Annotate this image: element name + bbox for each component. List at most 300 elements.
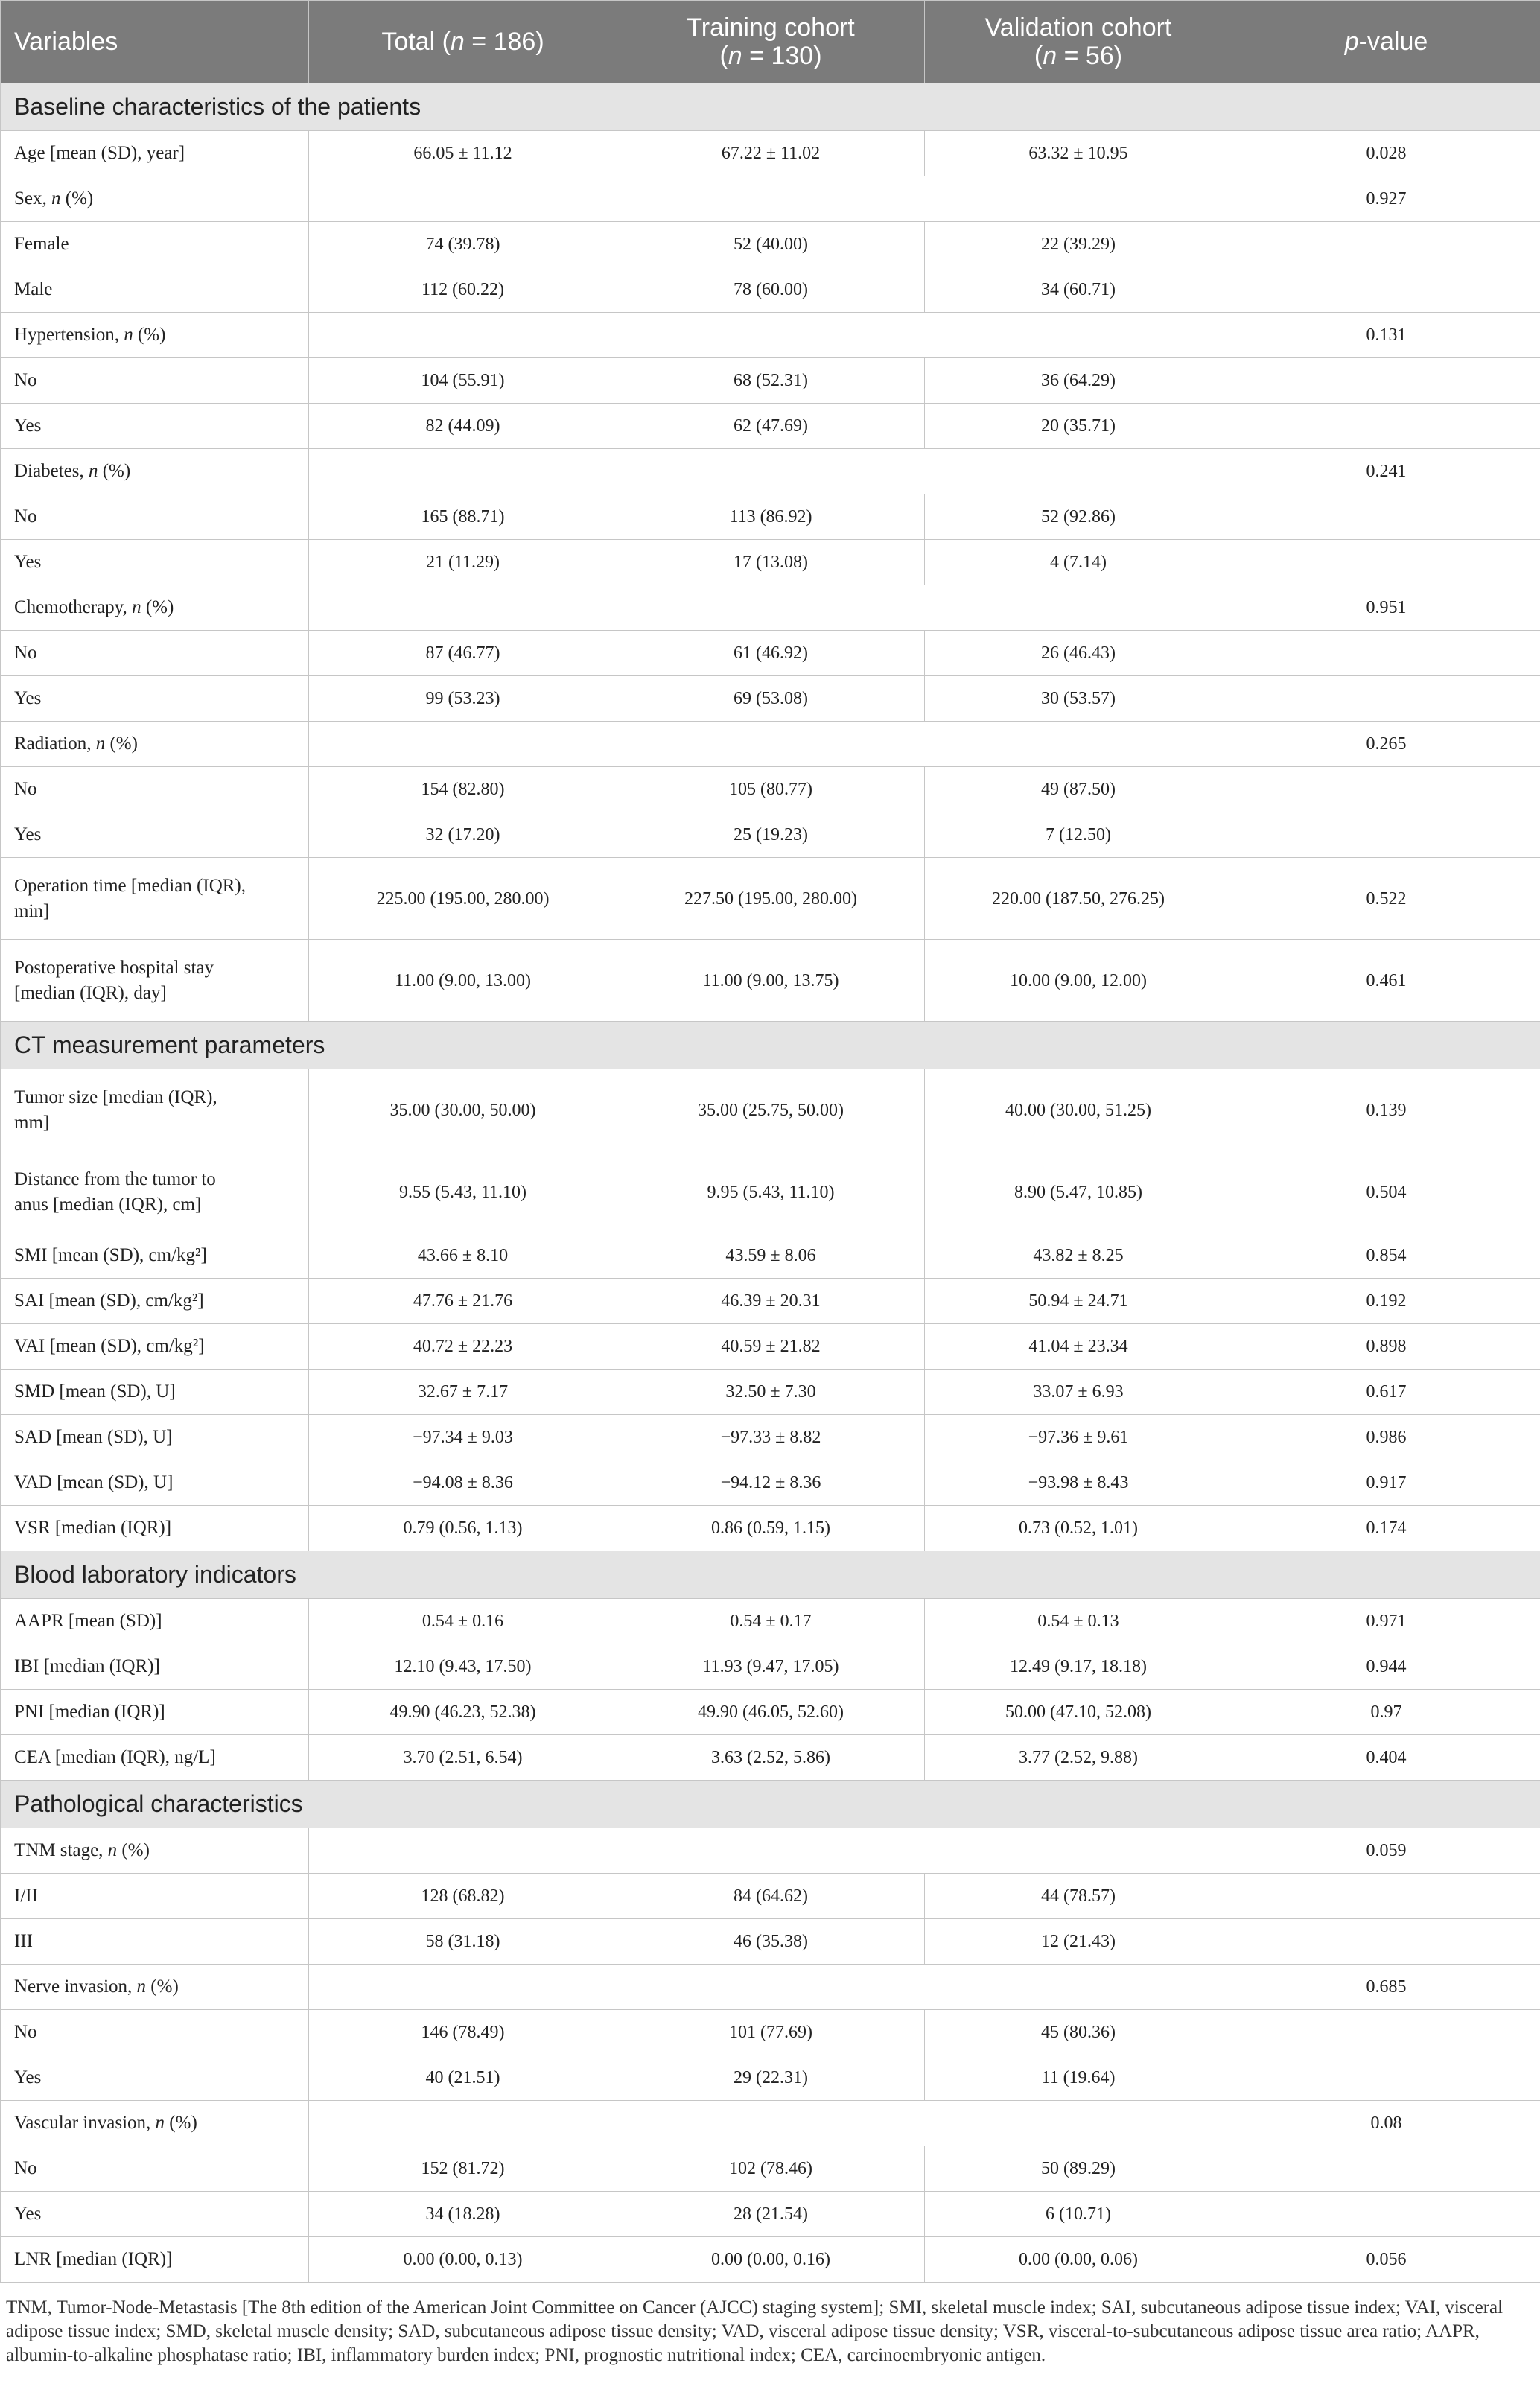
cell-validation: 40.00 (30.00, 51.25) (925, 1069, 1232, 1151)
row-label (1, 449, 309, 494)
cell-total: 49.90 (46.23, 52.38) (309, 1690, 617, 1735)
row-label-text: Sex, (14, 188, 51, 209)
row-label-line2: mm] (14, 1112, 50, 1133)
group-spacer (309, 449, 1232, 494)
cell-validation: 41.04 ± 23.34 (925, 1324, 1232, 1370)
cell-validation: 3.77 (2.52, 9.88) (925, 1735, 1232, 1781)
header-training-post: = 130) (742, 42, 822, 70)
row-label-line1: Postoperative hospital stay (14, 957, 214, 978)
cell-training: 101 (77.69) (617, 2010, 925, 2055)
cell-training: −97.33 ± 8.82 (617, 1415, 925, 1460)
row-label-suffix: (%) (60, 188, 94, 209)
cell-p-value: 0.854 (1232, 1233, 1540, 1279)
row-label (1, 358, 309, 404)
cell-p-value: 0.986 (1232, 1415, 1540, 1460)
header-p-value (1232, 1, 1540, 83)
table-row (1, 1506, 1540, 1551)
cell-training: 11.00 (9.00, 13.75) (617, 940, 925, 1022)
cell-p-value: 0.951 (1232, 585, 1540, 631)
cell-total: 128 (68.82) (309, 1874, 617, 1919)
cell-p-value: 0.685 (1232, 1965, 1540, 2010)
table-row (1, 1735, 1540, 1781)
header-training-pre: ( (719, 42, 728, 70)
cell-training: 25 (19.23) (617, 812, 925, 858)
cell-validation: 8.90 (5.47, 10.85) (925, 1151, 1232, 1233)
row-label-text: Yes (14, 416, 42, 436)
row-label-text: No (14, 2022, 37, 2042)
row-label-text: Male (14, 279, 53, 299)
cell-total: 0.54 ± 0.16 (309, 1599, 617, 1644)
row-label-line1: Tumor size [median (IQR), (14, 1087, 217, 1107)
row-label (1, 1506, 309, 1551)
row-label-text: Yes (14, 824, 42, 845)
cell-training: 0.00 (0.00, 0.16) (617, 2237, 925, 2283)
row-label (1, 1919, 309, 1965)
cell-training: 46 (35.38) (617, 1919, 925, 1965)
cell-training: 84 (64.62) (617, 1874, 925, 1919)
row-label (1, 2010, 309, 2055)
cell-p-value (1232, 2146, 1540, 2192)
row-label (1, 1370, 309, 1415)
cell-validation: 0.00 (0.00, 0.06) (925, 2237, 1232, 2283)
row-label (1, 494, 309, 540)
table-row (1, 812, 1540, 858)
cell-validation: 52 (92.86) (925, 494, 1232, 540)
cell-validation: −97.36 ± 9.61 (925, 1415, 1232, 1460)
row-label-suffix: (%) (105, 734, 138, 754)
cell-total: 9.55 (5.43, 11.10) (309, 1151, 617, 1233)
cell-validation: 50 (89.29) (925, 2146, 1232, 2192)
table-header (1, 1, 1540, 83)
table-row (1, 540, 1540, 585)
cell-p-value: 0.927 (1232, 176, 1540, 222)
table-row (1, 358, 1540, 404)
cell-validation: 44 (78.57) (925, 1874, 1232, 1919)
cell-p-value (1232, 358, 1540, 404)
cell-validation: 26 (46.43) (925, 631, 1232, 676)
cell-p-value: 0.241 (1232, 449, 1540, 494)
row-label (1, 1735, 309, 1781)
row-label-italic: n (95, 734, 106, 754)
cell-p-value (1232, 2010, 1540, 2055)
row-label-text: CEA [median (IQR), ng/L] (14, 1747, 216, 1767)
row-label-italic: n (107, 1840, 118, 1860)
cell-total: 152 (81.72) (309, 2146, 617, 2192)
cell-p-value: 0.056 (1232, 2237, 1540, 2283)
row-label-italic: n (51, 188, 61, 209)
row-label-text: No (14, 2158, 37, 2178)
table-row (1, 767, 1540, 812)
cell-training: 35.00 (25.75, 50.00) (617, 1069, 925, 1151)
cell-p-value (1232, 631, 1540, 676)
cell-p-value (1232, 1919, 1540, 1965)
row-label (1, 267, 309, 313)
cell-total: 32.67 ± 7.17 (309, 1370, 617, 1415)
row-label (1, 1460, 309, 1506)
row-label (1, 131, 309, 176)
cell-training: 9.95 (5.43, 11.10) (617, 1151, 925, 1233)
cell-training: 3.63 (2.52, 5.86) (617, 1735, 925, 1781)
row-label (1, 222, 309, 267)
cell-validation: 12 (21.43) (925, 1919, 1232, 1965)
cell-validation: 43.82 ± 8.25 (925, 1233, 1232, 1279)
table-row (1, 1828, 1540, 1874)
header-total-pre: Total ( (381, 28, 451, 56)
row-label-line2: min] (14, 900, 50, 921)
cell-total: 154 (82.80) (309, 767, 617, 812)
cell-p-value: 0.617 (1232, 1370, 1540, 1415)
table-row (1, 2101, 1540, 2146)
table-row (1, 2192, 1540, 2237)
row-label-italic: n (88, 461, 98, 481)
row-label-text: PNI [median (IQR)] (14, 1702, 165, 1722)
table-row (1, 631, 1540, 676)
cell-total: −94.08 ± 8.36 (309, 1460, 617, 1506)
cell-p-value: 0.461 (1232, 940, 1540, 1022)
section-title: Baseline characteristics of the patients (1, 83, 1540, 131)
table-row (1, 722, 1540, 767)
row-label-text: Female (14, 234, 69, 254)
table-row (1, 313, 1540, 358)
cell-total: 3.70 (2.51, 6.54) (309, 1735, 617, 1781)
header-variables (1, 1, 309, 83)
row-label-text: Vascular invasion, (14, 2113, 156, 2133)
cell-training: 17 (13.08) (617, 540, 925, 585)
table-row (1, 404, 1540, 449)
cell-training: 105 (80.77) (617, 767, 925, 812)
table-footnote: TNM, Tumor-Node-Metastasis [The 8th edition of the American Joint Committee on Cancer (AJCC) staging system]; SMI, skeletal muscle index; SAI, subcutaneous adipose tissue index; VAI, visceral adipose tissue index; SMD, skeletal muscle density; SAD, subcutaneous adipose tissue density; VAD, visceral adipose tissue density; VSR, visceral-to-subcutaneous adipose tissue area ratio; AAPR, albumin-to-alkaline phosphatase ratio; IBI, inflammatory burden index; PNI, prognostic nutritional index; CEA, carcinoembryonic antigen. (6, 2297, 1504, 2365)
table-row (1, 267, 1540, 313)
cell-total: 32 (17.20) (309, 812, 617, 858)
group-spacer (309, 313, 1232, 358)
table-row (1, 1644, 1540, 1690)
table-row (1, 2146, 1540, 2192)
row-label (1, 585, 309, 631)
row-label-text: I/II (14, 1886, 38, 1906)
group-spacer (309, 585, 1232, 631)
row-label-text: Hypertension, (14, 325, 124, 345)
row-label (1, 1965, 309, 2010)
row-label (1, 2192, 309, 2237)
table-row (1, 2055, 1540, 2101)
cell-total: 146 (78.49) (309, 2010, 617, 2055)
header-training-n: n (728, 42, 742, 70)
group-spacer (309, 722, 1232, 767)
row-label (1, 676, 309, 722)
row-label-italic: n (124, 325, 133, 345)
row-label (1, 1690, 309, 1735)
table-row (1, 1599, 1540, 1644)
cell-total: 21 (11.29) (309, 540, 617, 585)
row-label (1, 2101, 309, 2146)
row-label-suffix: (%) (141, 597, 174, 617)
cell-total: 40.72 ± 22.23 (309, 1324, 617, 1370)
header-training (617, 1, 925, 83)
cell-validation: 63.32 ± 10.95 (925, 131, 1232, 176)
row-label-text: VAI [mean (SD), cm/kg²] (14, 1336, 205, 1356)
row-label-text: Yes (14, 2204, 42, 2224)
row-label-line2: [median (IQR), day] (14, 982, 167, 1003)
cell-validation: 50.94 ± 24.71 (925, 1279, 1232, 1324)
row-label-text: Yes (14, 2067, 42, 2087)
header-total-n: n (450, 28, 465, 56)
table-row (1, 131, 1540, 176)
cell-validation: 36 (64.29) (925, 358, 1232, 404)
row-label-suffix: (%) (117, 1840, 150, 1860)
section-row (1, 83, 1540, 131)
row-label-text: SAI [mean (SD), cm/kg²] (14, 1291, 204, 1311)
table-row (1, 1151, 1540, 1233)
cell-total: 0.79 (0.56, 1.13) (309, 1506, 617, 1551)
cell-p-value (1232, 812, 1540, 858)
table-row (1, 676, 1540, 722)
row-label (1, 940, 309, 1022)
row-label (1, 1279, 309, 1324)
row-label-italic: n (132, 597, 141, 617)
cell-p-value (1232, 1874, 1540, 1919)
cell-validation: 33.07 ± 6.93 (925, 1370, 1232, 1415)
table-row (1, 1690, 1540, 1735)
row-label-text: Chemotherapy, (14, 597, 133, 617)
row-label-text: SMD [mean (SD), U] (14, 1381, 176, 1402)
row-label-suffix: (%) (146, 1976, 179, 1997)
cell-p-value (1232, 2192, 1540, 2237)
group-spacer (309, 2101, 1232, 2146)
row-label (1, 313, 309, 358)
cell-validation: 7 (12.50) (925, 812, 1232, 858)
cell-p-value: 0.971 (1232, 1599, 1540, 1644)
cell-validation: 11 (19.64) (925, 2055, 1232, 2101)
cell-training: 0.54 ± 0.17 (617, 1599, 925, 1644)
section-title: Blood laboratory indicators (1, 1551, 1540, 1599)
cell-validation: 22 (39.29) (925, 222, 1232, 267)
cell-training: 52 (40.00) (617, 222, 925, 267)
table-row (1, 1460, 1540, 1506)
cell-training: 43.59 ± 8.06 (617, 1233, 925, 1279)
cell-training: 32.50 ± 7.30 (617, 1370, 925, 1415)
table-row (1, 1324, 1540, 1370)
cell-total: 58 (31.18) (309, 1919, 617, 1965)
row-label (1, 1599, 309, 1644)
row-label-italic: n (155, 2113, 165, 2133)
cell-p-value: 0.059 (1232, 1828, 1540, 1874)
row-label-text: No (14, 779, 37, 799)
header-total-post: = 186) (464, 28, 544, 56)
cell-total: 34 (18.28) (309, 2192, 617, 2237)
row-label-text: LNR [median (IQR)] (14, 2249, 173, 2269)
table-row (1, 222, 1540, 267)
row-label-text: Radiation, (14, 734, 96, 754)
row-label-text: No (14, 370, 37, 390)
header-variables-text: Variables (14, 28, 118, 56)
row-label-text: Age [mean (SD), year] (14, 143, 185, 163)
table-row (1, 1919, 1540, 1965)
row-label-text: SAD [mean (SD), U] (14, 1427, 173, 1447)
row-label-suffix: (%) (133, 325, 166, 345)
row-label-line2: anus [median (IQR), cm] (14, 1194, 202, 1215)
header-p-italic: p (1344, 28, 1359, 56)
cell-training: 113 (86.92) (617, 494, 925, 540)
table-row (1, 940, 1540, 1022)
row-label-text: Diabetes, (14, 461, 89, 481)
cell-p-value: 0.898 (1232, 1324, 1540, 1370)
cell-p-value: 0.192 (1232, 1279, 1540, 1324)
cell-validation: 45 (80.36) (925, 2010, 1232, 2055)
row-label-text: TNM stage, (14, 1840, 108, 1860)
header-total (309, 1, 617, 83)
row-label (1, 812, 309, 858)
row-label-text: No (14, 506, 37, 527)
cell-validation: 10.00 (9.00, 12.00) (925, 940, 1232, 1022)
row-label (1, 540, 309, 585)
cell-training: 68 (52.31) (617, 358, 925, 404)
row-label (1, 1415, 309, 1460)
table-row (1, 858, 1540, 940)
cell-validation: 20 (35.71) (925, 404, 1232, 449)
cell-p-value: 0.522 (1232, 858, 1540, 940)
table-row (1, 1279, 1540, 1324)
row-label (1, 176, 309, 222)
row-label (1, 1828, 309, 1874)
table-row (1, 1965, 1540, 2010)
table-row (1, 2237, 1540, 2283)
cell-total: 225.00 (195.00, 280.00) (309, 858, 617, 940)
cell-training: 49.90 (46.05, 52.60) (617, 1690, 925, 1735)
table-body (1, 83, 1540, 2283)
cell-training: 67.22 ± 11.02 (617, 131, 925, 176)
row-label-suffix: (%) (98, 461, 131, 481)
cell-p-value: 0.404 (1232, 1735, 1540, 1781)
row-label-italic: n (136, 1976, 147, 1997)
cell-total: 40 (21.51) (309, 2055, 617, 2101)
cell-training: 62 (47.69) (617, 404, 925, 449)
cell-p-value: 0.139 (1232, 1069, 1540, 1151)
cell-total: 66.05 ± 11.12 (309, 131, 617, 176)
table-row (1, 176, 1540, 222)
section-title: CT measurement parameters (1, 1022, 1540, 1069)
cell-p-value (1232, 494, 1540, 540)
cell-p-value (1232, 767, 1540, 812)
cell-total: 82 (44.09) (309, 404, 617, 449)
group-spacer (309, 176, 1232, 222)
table-row (1, 585, 1540, 631)
cell-p-value: 0.917 (1232, 1460, 1540, 1506)
section-row (1, 1551, 1540, 1599)
row-label (1, 1069, 309, 1151)
row-label (1, 767, 309, 812)
row-label-suffix: (%) (165, 2113, 197, 2133)
cell-p-value (1232, 222, 1540, 267)
group-spacer (309, 1965, 1232, 2010)
cell-training: 29 (22.31) (617, 2055, 925, 2101)
row-label-text: Yes (14, 688, 42, 708)
cell-training: 40.59 ± 21.82 (617, 1324, 925, 1370)
cell-p-value: 0.08 (1232, 2101, 1540, 2146)
cell-total: 87 (46.77) (309, 631, 617, 676)
row-label (1, 1324, 309, 1370)
cell-validation: 50.00 (47.10, 52.08) (925, 1690, 1232, 1735)
cell-p-value: 0.944 (1232, 1644, 1540, 1690)
header-validation-line1: Validation cohort (984, 13, 1172, 42)
cell-p-value (1232, 540, 1540, 585)
table-row (1, 1233, 1540, 1279)
cell-p-value: 0.028 (1232, 131, 1540, 176)
cell-validation: 4 (7.14) (925, 540, 1232, 585)
cell-p-value: 0.504 (1232, 1151, 1540, 1233)
cell-total: 165 (88.71) (309, 494, 617, 540)
header-p-post: -value (1358, 28, 1428, 56)
cell-training: 102 (78.46) (617, 2146, 925, 2192)
cell-total: 0.00 (0.00, 0.13) (309, 2237, 617, 2283)
table-row (1, 1415, 1540, 1460)
cell-p-value (1232, 267, 1540, 313)
cell-total: 112 (60.22) (309, 267, 617, 313)
row-label-text: VAD [mean (SD), U] (14, 1472, 174, 1492)
row-label-text: IBI [median (IQR)] (14, 1656, 160, 1676)
header-validation (925, 1, 1232, 83)
table-row (1, 449, 1540, 494)
table-row (1, 494, 1540, 540)
section-row (1, 1022, 1540, 1069)
cell-p-value (1232, 676, 1540, 722)
cell-training: 11.93 (9.47, 17.05) (617, 1644, 925, 1690)
cell-total: 47.76 ± 21.76 (309, 1279, 617, 1324)
row-label-line1: Operation time [median (IQR), (14, 875, 246, 896)
section-row (1, 1781, 1540, 1828)
cell-p-value: 0.97 (1232, 1690, 1540, 1735)
cell-total: −97.34 ± 9.03 (309, 1415, 617, 1460)
group-spacer (309, 1828, 1232, 1874)
row-label (1, 722, 309, 767)
cell-training: 227.50 (195.00, 280.00) (617, 858, 925, 940)
cell-validation: 30 (53.57) (925, 676, 1232, 722)
row-label-text: AAPR [mean (SD)] (14, 1611, 162, 1631)
row-label-line1: Distance from the tumor to (14, 1168, 216, 1189)
cell-training: 78 (60.00) (617, 267, 925, 313)
table-row (1, 1874, 1540, 1919)
row-label (1, 2237, 309, 2283)
row-label (1, 1233, 309, 1279)
cell-validation: 49 (87.50) (925, 767, 1232, 812)
cell-total: 43.66 ± 8.10 (309, 1233, 617, 1279)
cell-p-value: 0.174 (1232, 1506, 1540, 1551)
cell-total: 74 (39.78) (309, 222, 617, 267)
cell-total: 104 (55.91) (309, 358, 617, 404)
row-label-text: SMI [mean (SD), cm/kg²] (14, 1245, 207, 1265)
cell-validation: −93.98 ± 8.43 (925, 1460, 1232, 1506)
row-label (1, 1151, 309, 1233)
cell-validation: 0.73 (0.52, 1.01) (925, 1506, 1232, 1551)
row-label-text: Yes (14, 552, 42, 572)
row-label (1, 2055, 309, 2101)
row-label-text: VSR [median (IQR)] (14, 1518, 172, 1538)
row-label (1, 1874, 309, 1919)
row-label-text: III (14, 1931, 33, 1951)
header-row (1, 1, 1540, 83)
row-label-text: Nerve invasion, (14, 1976, 137, 1997)
cell-total: 12.10 (9.43, 17.50) (309, 1644, 617, 1690)
row-label (1, 1644, 309, 1690)
header-validation-post: = 56) (1057, 42, 1123, 70)
cell-validation: 220.00 (187.50, 276.25) (925, 858, 1232, 940)
cell-validation: 6 (10.71) (925, 2192, 1232, 2237)
row-label-text: No (14, 643, 37, 663)
cell-validation: 0.54 ± 0.13 (925, 1599, 1232, 1644)
cell-training: −94.12 ± 8.36 (617, 1460, 925, 1506)
row-label (1, 2146, 309, 2192)
row-label (1, 404, 309, 449)
cell-training: 46.39 ± 20.31 (617, 1279, 925, 1324)
